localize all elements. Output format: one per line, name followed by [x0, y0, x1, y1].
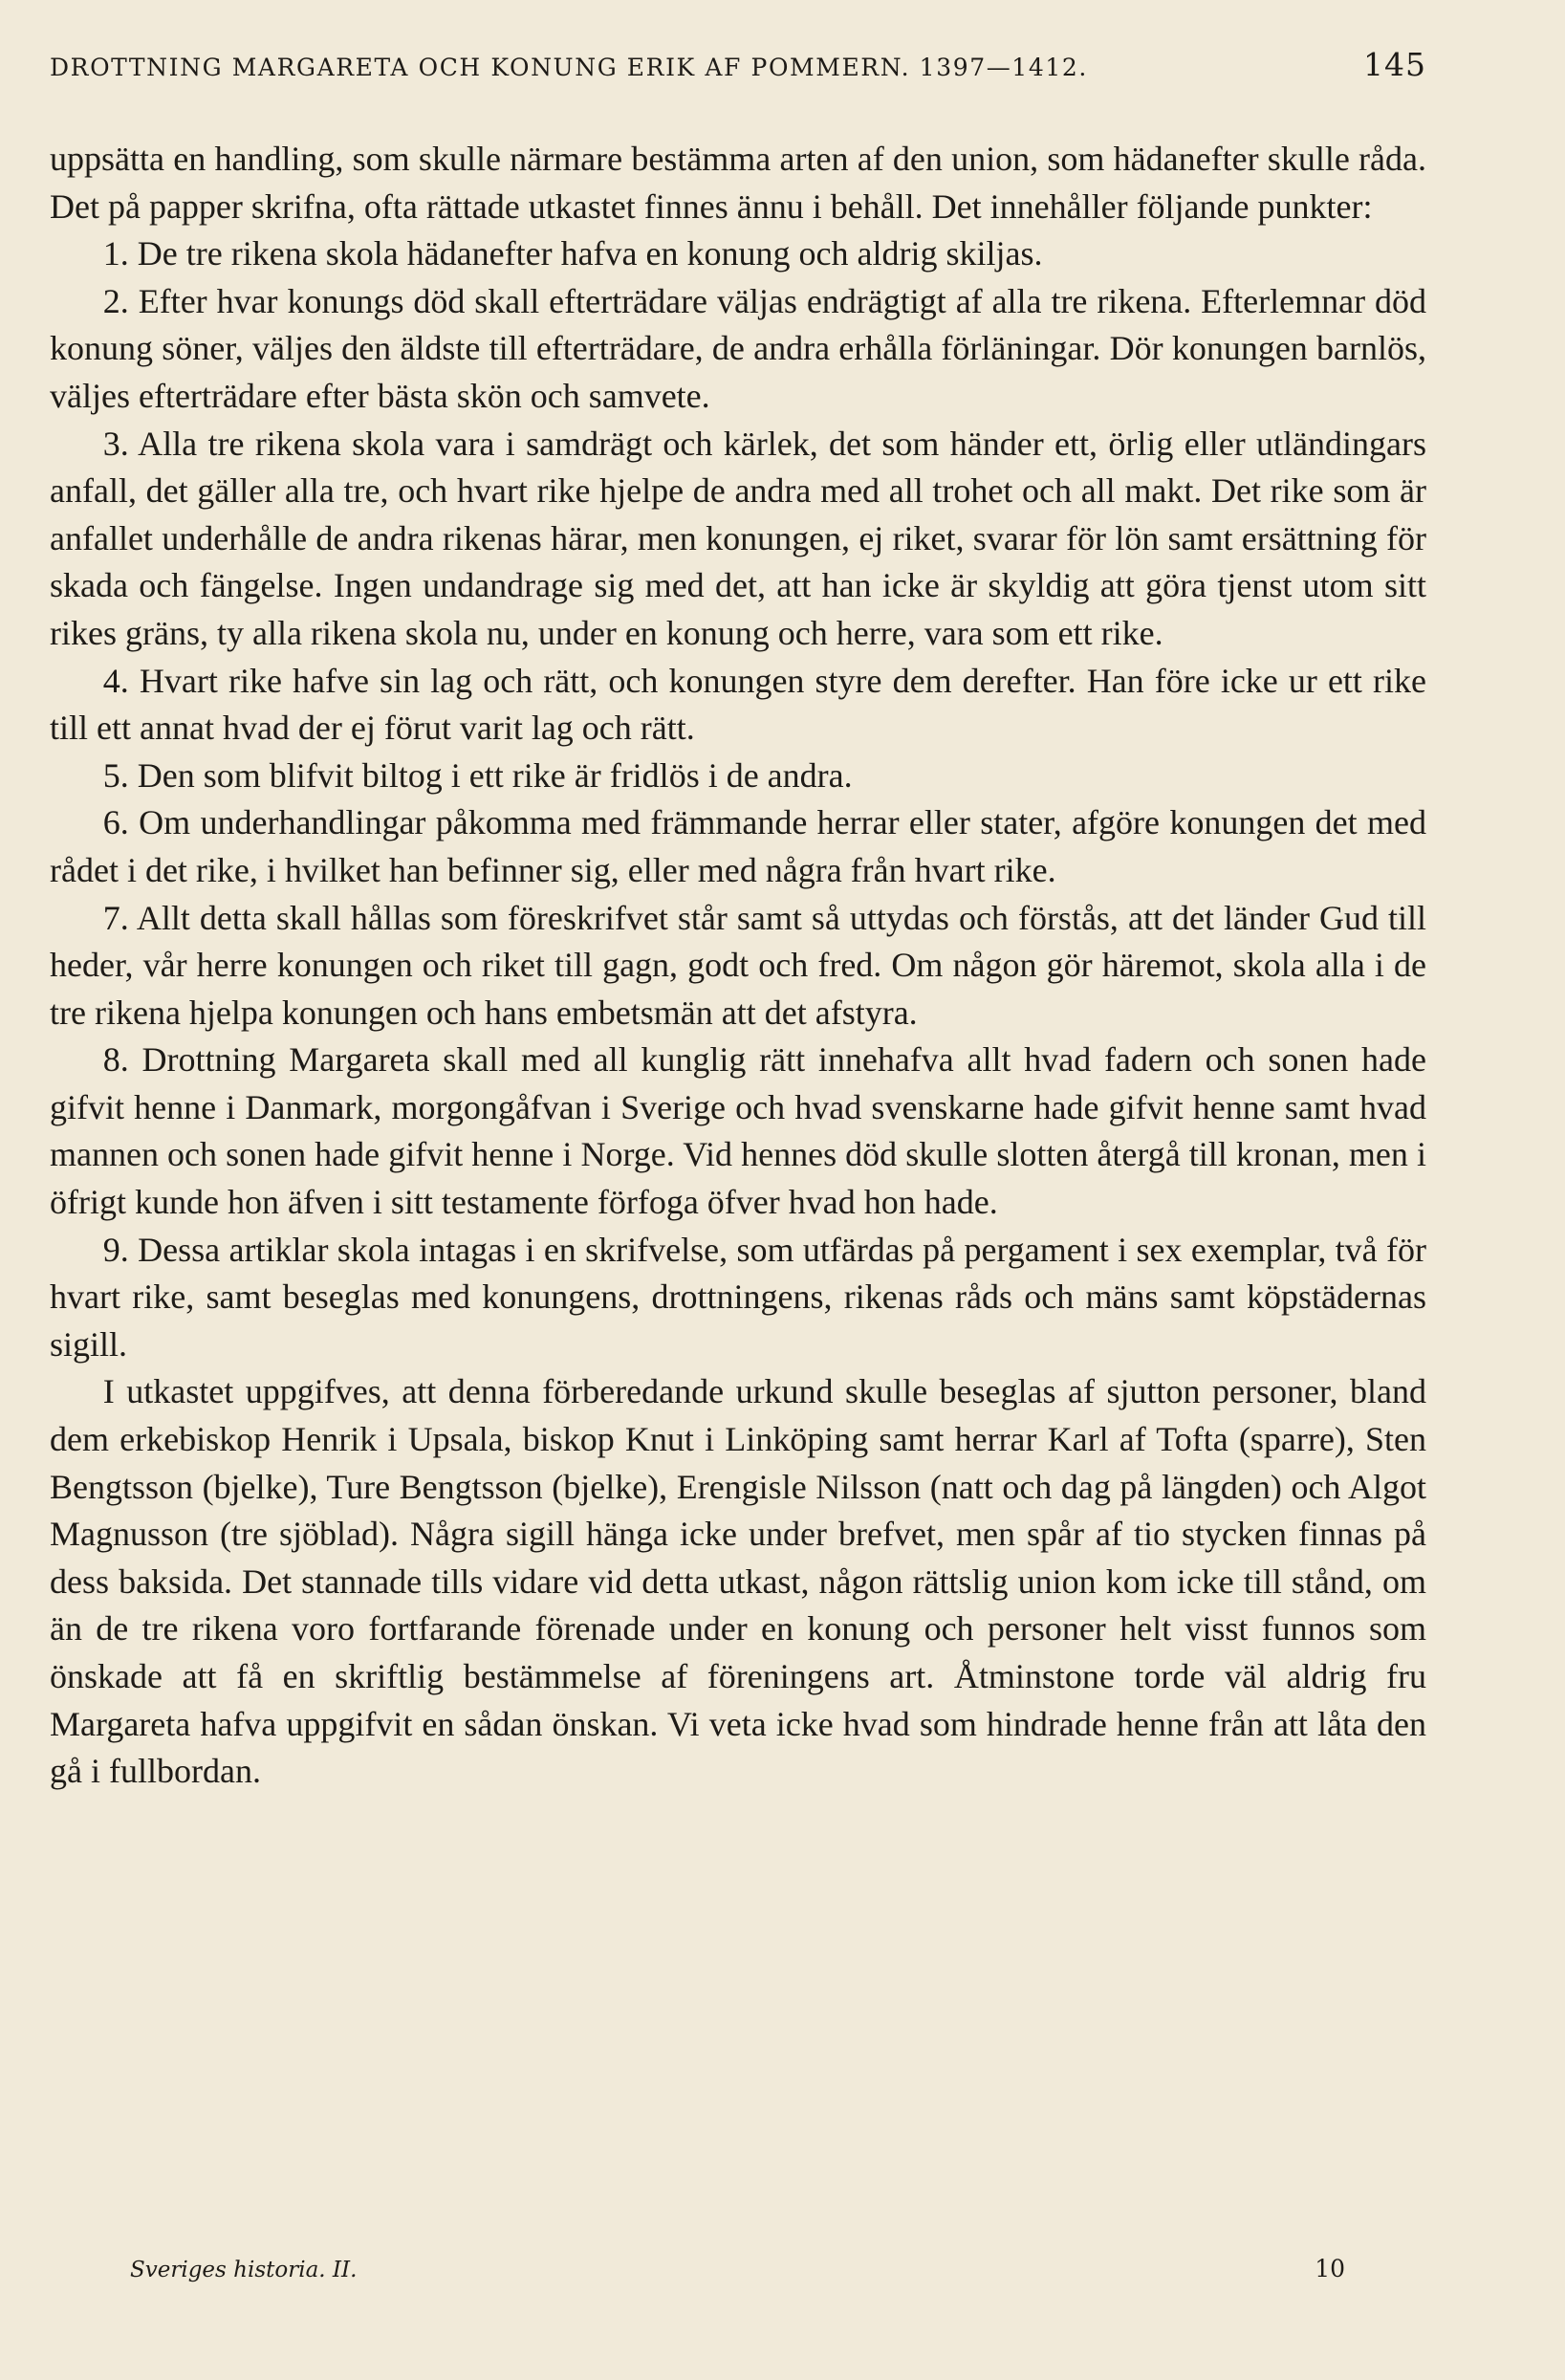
paragraph-point-5: 5. Den som blifvit biltog i ett rike är fridlös i de andra. — [102, 755, 853, 795]
paragraph-point-2: 2. Efter hvar konungs död skall efterträdare väljas endrägtigt af alla tre rikena. Efterlemnar död konung söner, väljes den äldste till efterträdare, de andra erhålla förläningar. Dör konungen barnlös, väljes efterträdare efter bästa skön och samvete. — [50, 281, 1426, 415]
running-header — [50, 46, 1426, 98]
paragraph-point-4: 4. Hvart rike hafve sin lag och rätt, och konungen styre dem derefter. Han före icke ur ett rike till ett annat hvad der ej förut varit lag och rätt. — [50, 661, 1426, 748]
paragraph-point-9: 9. Dessa artiklar skola intagas i en skrifvelse, som utfärdas på pergament i sex exemplar, två för hvart rike, samt beseglas med konungens, drottningens, rikenas råds och mäns samt köpstädernas sigill. — [50, 1230, 1426, 1364]
paragraph-point-7: 7. Allt detta skall hållas som föreskrifvet står samt så uttydas och förstås, att det länder Gud till heder, vår herre konungen och riket till gagn, godt och fred. Om någon gör häremot, skola alla i de tre rikena hjelpa konungen och hans embetsmän att det afstyra. — [50, 898, 1426, 1032]
paragraph-point-1: 1. De tre rikena skola hädanefter hafva en konung och aldrig skiljas. — [102, 234, 1043, 273]
paragraph-point-6: 6. Om underhandlingar påkomma med främmande herrar eller stater, afgöre konungen det med rådet i det rike, i hvilket han befinner sig, eller med några från hvart rike. — [50, 803, 1426, 889]
paragraph-point-3: 3. Alla tre rikena skola vara i samdrägt och kärlek, det som händer ett, örlig eller utländingars anfall, det gäller alla tre, och hvart rike hjelpe de andra med all trohet och all makt. Det rike som är anfallet underhålle de andra rikenas härar, men konungen, ej riket, svarar för lön samt ersättning för skada och fängelse. Ingen undandrage sig med det, att han icke är skyldig att göra tjenst utom sitt rikes gräns, ty alla rikena skola nu, under en konung och herre, vara som ett rike. — [50, 424, 1426, 652]
body-text — [50, 136, 1426, 1796]
paragraph-closing: I utkastet uppgifves, att denna förberedande urkund skulle beseglas af sjutton personer, bland dem erkebiskop Henrik i Upsala, biskop Knut i Linköping samt herrar Karl af Tofta (sparre), Sten Bengtsson (bjelke), Ture Bengtsson (bjelke), Erengisle Nilsson (natt och dag på längden) och Algot Magnusson (tre sjöblad). Några sigill hänga icke under brefvet, men spår af tio stycken finnas på dess baksida. Det stannade tills vidare vid detta utkast, någon rättslig union kom icke till stånd, om än de tre rikena voro fortfarande förenade under en konung och personer helt visst funnos som önskade att få en skriftlig bestämmelse af föreningens art. Åtminstone torde väl aldrig fru Margareta hafva uppgifvit en sådan önskan. Vi veta icke hvad som hindrade henne från att låta den gå i fullbordan. — [50, 1372, 1426, 1791]
paragraph-intro: uppsätta en handling, som skulle närmare bestämma arten af den union, som hädanefter skulle råda. Det på papper skrifna, ofta rättade utkastet finnes ännu i behåll. Det innehåller följande punkter: — [50, 140, 1426, 226]
running-title: DROTTNING MARGARETA OCH KONUNG ERIK AF POMMERN. 1397—1412. — [50, 54, 1088, 81]
paragraph-point-8: 8. Drottning Margareta skall med all kunglig rätt innehafva allt hvad fadern och sonen hade gifvit henne i Danmark, morgongåfvan i Sverige och hvad svenskarne hade gifvit henne samt hvad mannen och sonen hade gifvit henne i Norge. Vid hennes död skulle slotten återgå till kronan, men i öfrigt kunde hon äfven i sitt testamente förfoga öfver hvad hon hade. — [50, 1040, 1426, 1222]
sheet-number: 10 — [1315, 2255, 1345, 2282]
book-page — [50, 46, 1426, 2282]
page-footer — [50, 2255, 1426, 2282]
footer-signature: Sveriges historia. II. — [130, 2258, 358, 2282]
page-number: 145 — [1363, 46, 1426, 83]
